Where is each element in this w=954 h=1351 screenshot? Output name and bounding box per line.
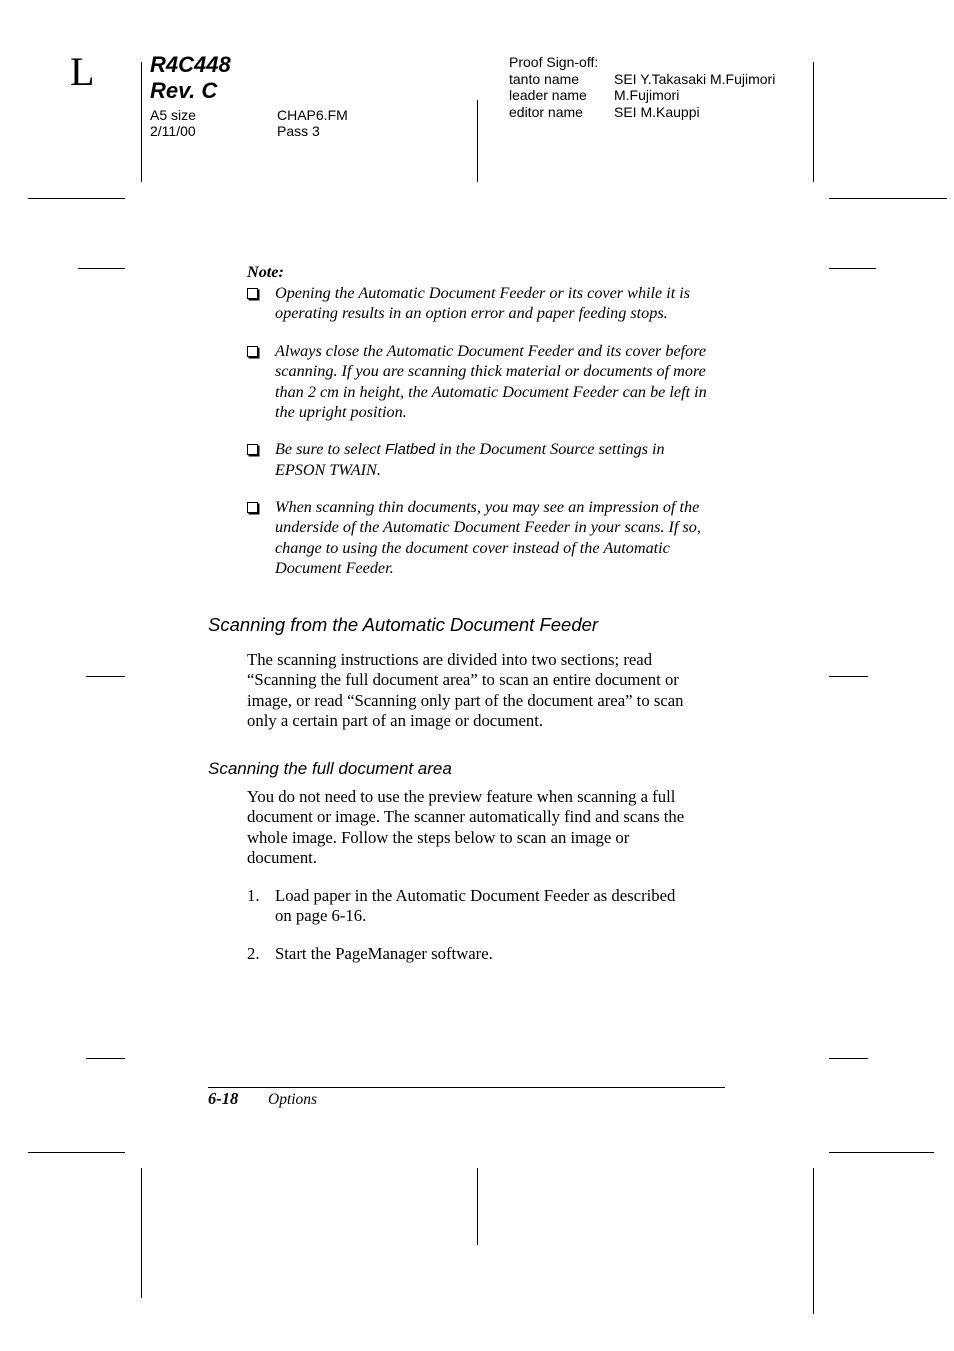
note-item [275,283,690,324]
paragraph-line: image, or read “Scanning only part of the document area” to scan [247,690,684,710]
signoff-role: tanto name [509,71,580,87]
size-label: A5 size [150,107,196,123]
signoff-name: M.Fujimori [614,87,680,103]
note-item-line: EPSON TWAIN. [275,461,381,480]
crop-mark [829,1152,934,1153]
note-item-line [275,439,665,460]
checkbox-bullet-icon [247,444,258,455]
note-text-run: in the Document Source settings in [435,440,665,458]
paragraph-line: document or image. The scanner automatically find and scans the [247,807,685,827]
crop-mark [477,100,478,182]
crop-mark [813,1168,814,1314]
step-line: Load paper in the Automatic Document Feeder as described [275,886,676,905]
paragraph-line: whole image. Follow the steps below to scan an image or [247,827,630,847]
revision-title: Rev. C [150,78,218,103]
checkbox-bullet-icon [247,502,258,513]
paragraph-line: The scanning instructions are divided into two sections; read [247,650,653,669]
crop-mark [28,1152,125,1153]
step-text [275,886,675,927]
proof-signoff-title: Proof Sign-off: [509,54,599,70]
note-item-line: operating results in an option error and paper feeding stops. [275,304,668,323]
note-item-line: Always close the Automatic Document Feeder and its cover before [275,342,707,360]
section-heading: Scanning from the Automatic Document Feeder [208,614,599,635]
step-number: 2. [247,944,260,963]
note-label: Note: [247,263,284,281]
paragraph-line: only a certain part of an image or document. [247,711,544,731]
flatbed-term: Flatbed [384,441,436,458]
signoff-role: editor name [509,104,583,120]
crop-mark [829,268,876,269]
pass-label: Pass 3 [277,123,320,139]
note-item-line: the upright position. [275,403,407,422]
footer-rule [208,1087,725,1088]
signoff-name: SEI Y.Takasaki M.Fujimori [614,71,776,87]
section-paragraph [247,787,684,869]
paragraph-line: You do not need to use the preview feature when scanning a full [247,787,676,806]
subsection-heading: Scanning the full document area [208,759,452,778]
crop-mark [78,268,125,269]
note-item [275,341,707,423]
note-item-line: Opening the Automatic Document Feeder or its cover while it is [275,284,691,302]
file-label: CHAP6.FM [277,107,348,123]
paragraph-line: “Scanning the full document area” to scan an entire document or [247,670,679,690]
crop-mark [141,62,142,182]
page-number: 6-18 [208,1089,239,1108]
crop-mark [477,1168,478,1245]
step-number: 1. [247,886,260,905]
section-paragraph [247,650,683,732]
crop-mark [86,676,125,677]
step-line: on page 6-16. [275,906,367,926]
crop-mark [86,1058,125,1059]
step-text [275,944,493,964]
note-item [275,497,701,579]
paragraph-line: document. [247,848,317,868]
note-item-line: When scanning thin documents, you may see an impression of the [275,498,700,516]
signoff-name: SEI M.Kauppi [614,104,700,120]
note-item [275,439,665,481]
checkbox-bullet-icon [247,288,258,299]
signoff-role: leader name [509,87,587,103]
corner-letter: L [70,49,95,94]
crop-mark [141,1168,142,1298]
note-item-line: change to using the document cover instead of the Automatic [275,538,670,557]
crop-mark [829,676,868,677]
date-label: 2/11/00 [150,123,196,139]
note-item-line: underside of the Automatic Document Feeder in your scans. If so, [275,518,701,537]
chapter-label: Options [268,1091,318,1108]
note-item-line: than 2 cm in height, the Automatic Document Feeder can be left in [275,382,707,401]
note-item-line: scanning. If you are scanning thick material or documents of more [275,362,706,381]
model-title: R4C448 [150,52,231,77]
note-item-line: Document Feeder. [275,559,394,578]
note-text-run: Be sure to select [275,440,385,458]
crop-mark [829,1058,868,1059]
step-line: Start the PageManager software. [275,944,493,963]
crop-mark [813,62,814,182]
crop-mark [28,198,125,199]
checkbox-bullet-icon [247,346,258,357]
crop-mark [829,198,947,199]
